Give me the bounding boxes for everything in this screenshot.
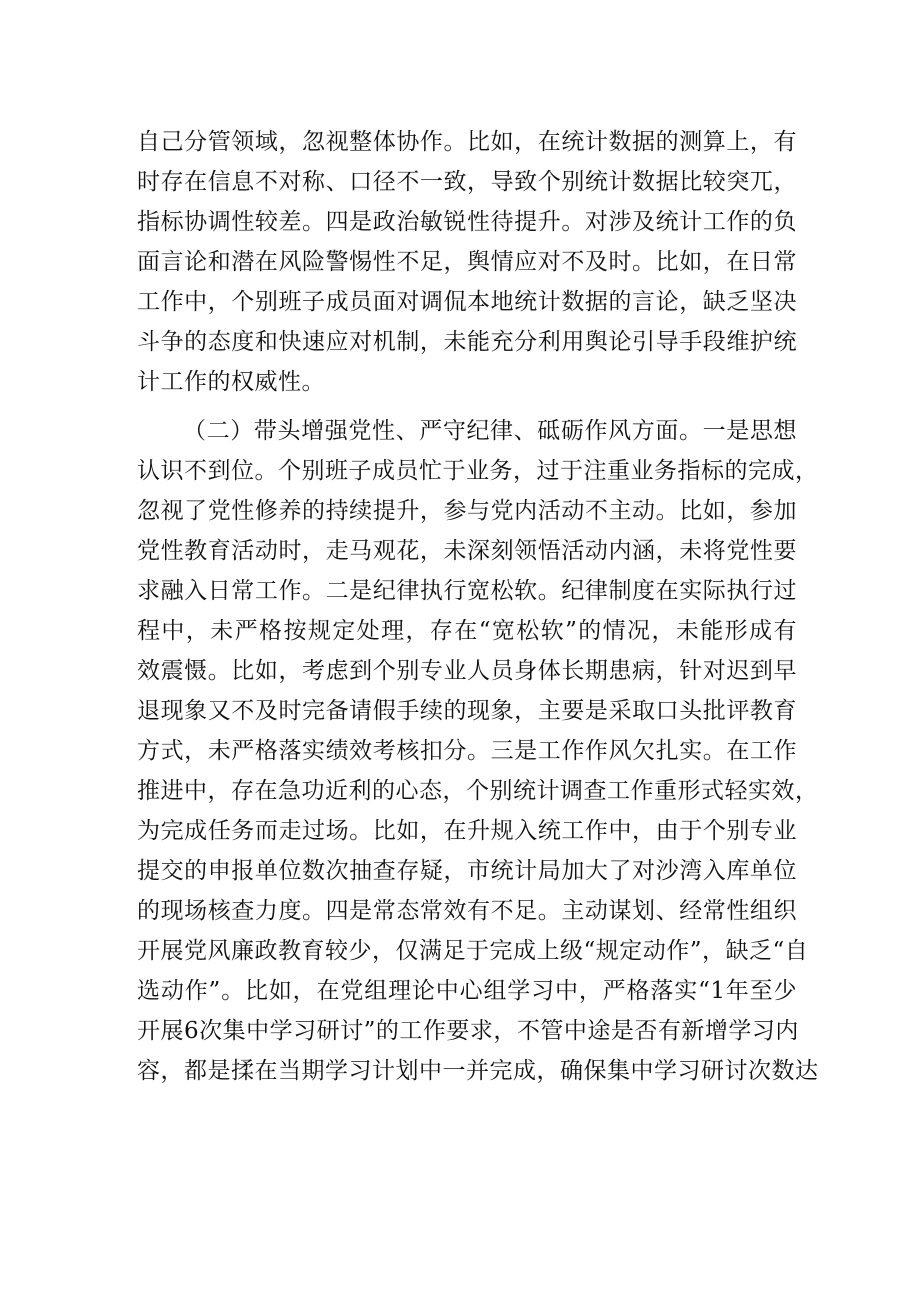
text-line: 面言论和潜在风险警惕性不足，舆情应对不及时。比如，在日常: [137, 249, 797, 275]
text-line: 效震慑。比如，考虑到个别专业人员身体长期患病，针对迟到早: [137, 658, 797, 684]
text-line: 党性教育活动时，走马观花，未深刻领悟活动内涵，未将党性要: [137, 538, 797, 564]
text-line: 时存在信息不对称、口径不一致，导致个别统计数据比较突兀，: [137, 169, 797, 195]
text-line: 认识不到位。个别班子成员忙于业务，过于注重业务指标的完成，: [137, 458, 819, 484]
text-line: 退现象又不及时完备请假手续的现象，主要是采取口头批评教育: [137, 698, 797, 724]
text-line: 忽视了党性修养的持续提升，参与党内活动不主动。比如，参加: [137, 498, 797, 524]
text-line: 的现场核查力度。四是常态常效有不足。主动谋划、经常性组织: [137, 898, 797, 924]
text-line: 工作中，个别班子成员面对调侃本地统计数据的言论，缺乏坚决: [137, 289, 797, 315]
text-line: 开展党风廉政教育较少，仅满足于完成上级“规定动作”，缺乏“自: [137, 938, 809, 964]
text-line: 程中，未严格按规定处理，存在“宽松软”的情况，未能形成有: [137, 618, 797, 644]
text-line: 自己分管领域，忽视整体协作。比如，在统计数据的测算上，有: [137, 129, 797, 155]
text-line: 斗争的态度和快速应对机制，未能充分利用舆论引导手段维护统: [137, 329, 797, 355]
text-line: 开展6次集中学习研讨”的工作要求，不管中途是否有新增学习内: [137, 1018, 799, 1044]
text-line: 求融入日常工作。二是纪律执行宽松软。纪律制度在实际执行过: [137, 578, 797, 604]
text-line: 方式，未严格落实绩效考核扣分。三是工作作风欠扎实。在工作: [137, 738, 797, 764]
text-line: 计工作的权威性。: [137, 369, 325, 395]
text-line: 为完成任务而走过场。比如，在升规入统工作中，由于个别专业: [137, 818, 797, 844]
text-line: 容，都是揉在当期学习计划中一并完成，确保集中学习研讨次数达: [137, 1058, 819, 1084]
text-line: 提交的申报单位数次抽查存疑，市统计局加大了对沙湾入库单位: [137, 858, 797, 884]
text-line: 选动作”。比如，在党组理论中心组学习中，严格落实“1年至少: [137, 978, 797, 1004]
text-line: 推进中，存在急功近利的心态，个别统计调查工作重形式轻实效，: [137, 778, 819, 804]
section-heading-line: （二）带头增强党性、严守纪律、砥砺作风方面。一是思想: [183, 418, 797, 444]
text-line: 指标协调性较差。四是政治敏锐性待提升。对涉及统计工作的负: [137, 209, 797, 235]
